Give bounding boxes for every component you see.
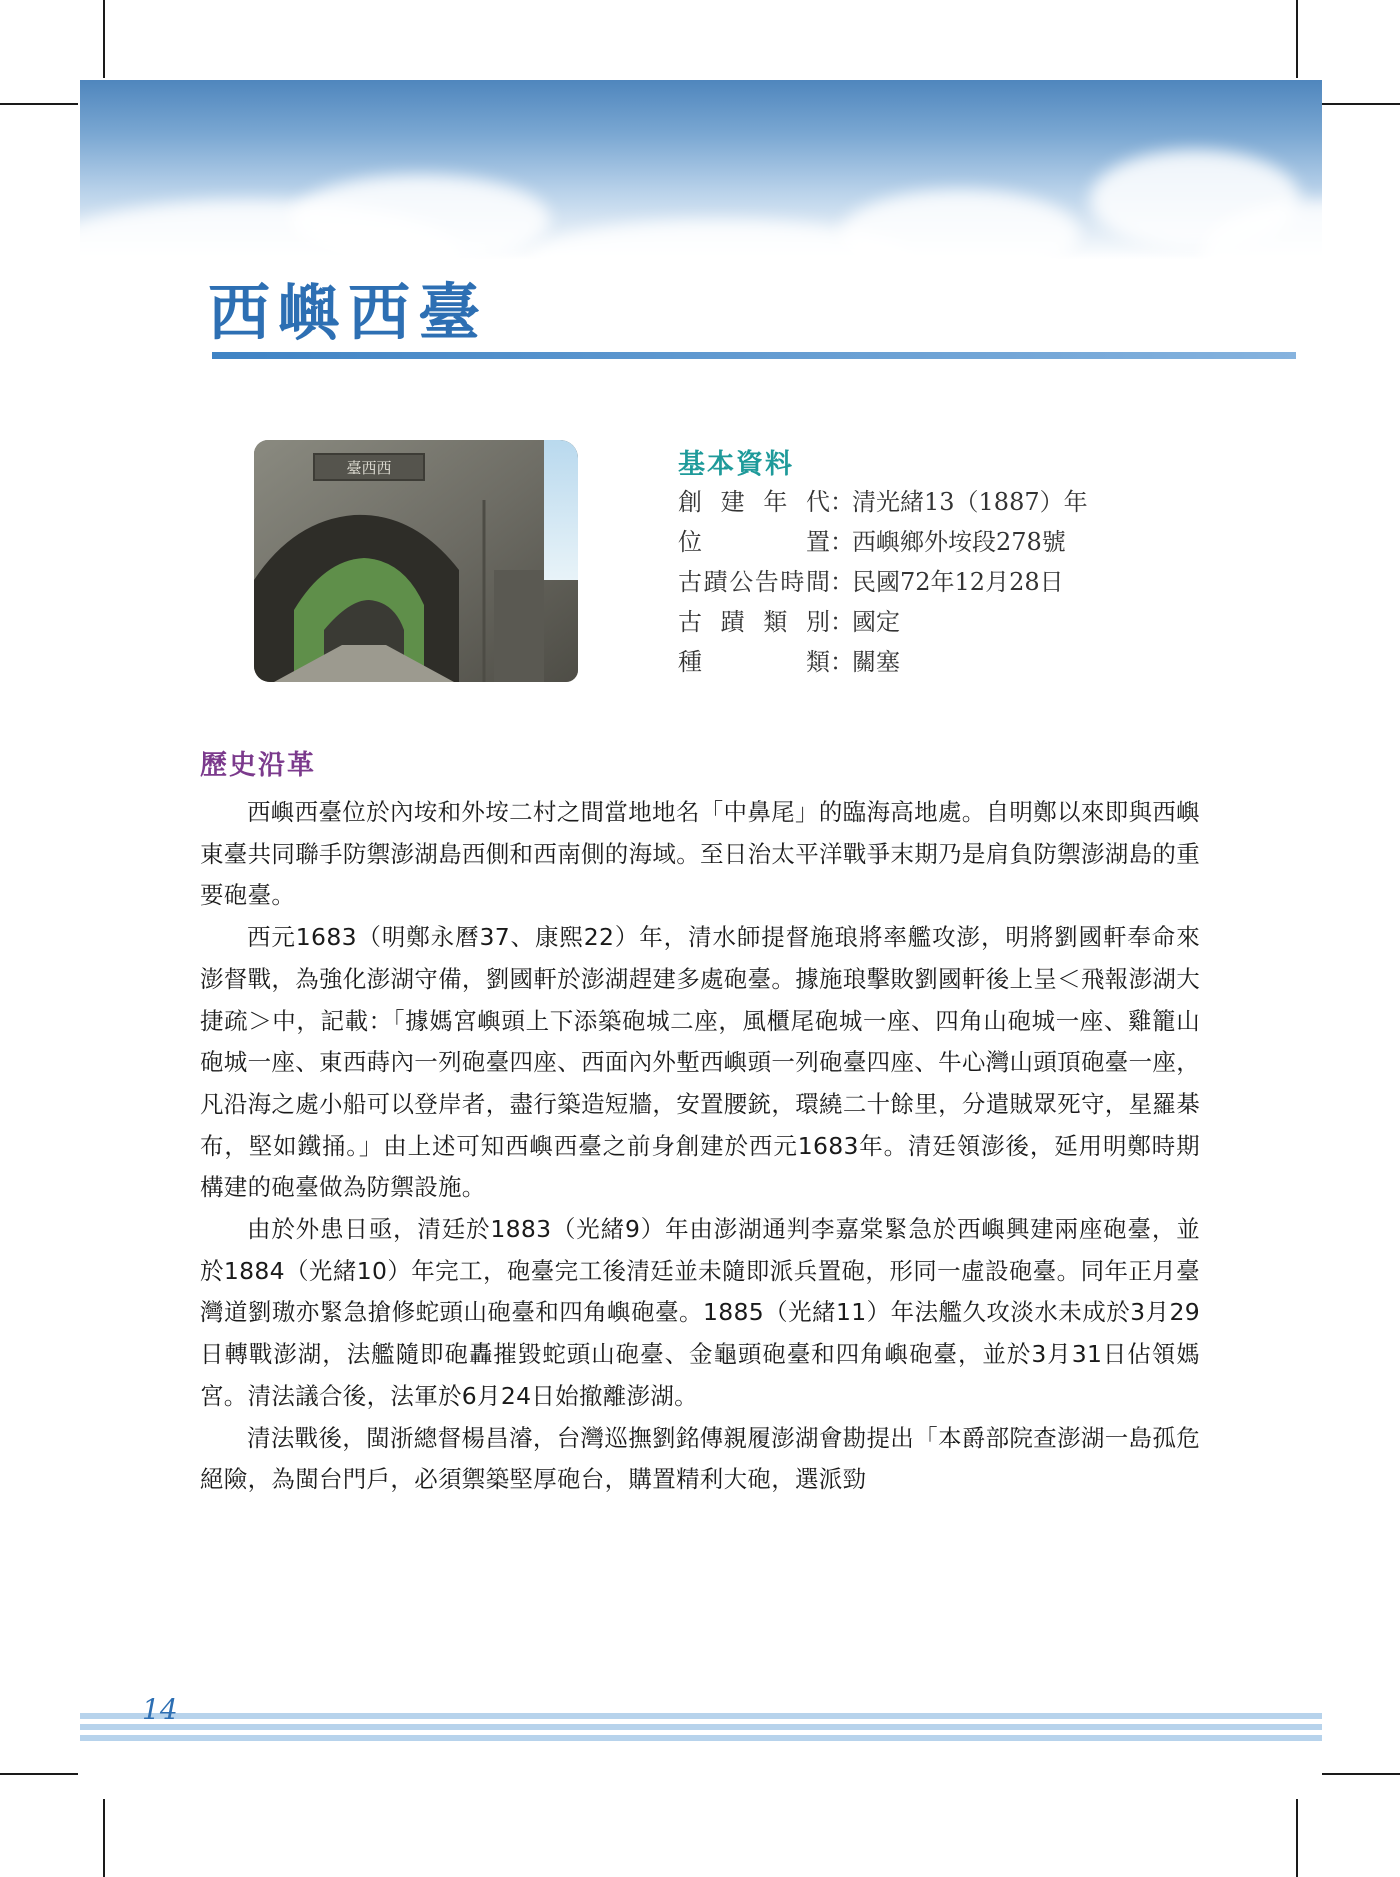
sky-banner: [80, 80, 1322, 260]
page-number: 14: [142, 1693, 178, 1726]
history-body: [200, 792, 1200, 1501]
info-value: 國定: [852, 608, 900, 636]
photo-plaque-text: 臺西西: [346, 459, 392, 477]
info-separator: ：: [830, 608, 854, 636]
info-separator: ：: [830, 528, 854, 556]
history-paragraph: 西嶼西臺位於內垵和外垵二村之間當地地名「中鼻尾」的臨海高地處。自明鄭以來即與西嶼東臺共同聯手防禦澎湖島西側和西南側的海域。至日治太平洋戰爭末期乃是肩負防禦澎湖島的重要砲臺。: [200, 798, 1200, 910]
history-paragraph: 由於外患日亟，清廷於1883（光緒9）年由澎湖通判李嘉棠緊急於西嶼興建兩座砲臺，並於1884（光緒10）年完工，砲臺完工後清廷並未隨即派兵置砲，形同一虛設砲臺。同年正月臺灣道劉璈亦緊急搶修蛇頭山砲臺和四角嶼砲臺。1885（光緒11）年法艦久攻淡水未成於3月29日轉戰澎湖，法艦隨即砲轟摧毀蛇頭山砲臺、金龜頭砲臺和四角嶼砲臺，並於3月31日佔領媽宮。清法議合後，法軍於6月24日始撤離澎湖。: [200, 1215, 1200, 1410]
info-row: [678, 562, 1088, 602]
info-separator: ：: [830, 648, 854, 676]
info-value: 民國72年12月28日: [852, 568, 1064, 596]
info-row: [678, 482, 1088, 522]
info-row: [678, 642, 1088, 682]
page-title: 西嶼西臺: [208, 276, 489, 349]
info-row: [678, 522, 1088, 562]
info-value: 清光緒13（1887）年: [852, 488, 1088, 516]
history-heading: 歷史沿革: [200, 750, 316, 781]
info-row: [678, 602, 1088, 642]
history-paragraph: 西元1683（明鄭永曆37、康熙22）年，清水師提督施琅將率艦攻澎，明將劉國軒奉命來澎督戰，為強化澎湖守備，劉國軒於澎湖趕建多處砲臺。據施琅擊敗劉國軒後上呈＜飛報澎湖大捷疏＞中，記載：「據媽宮嶼頭上下添築砲城二座，風櫃尾砲城一座、四角山砲城一座、雞籠山砲城一座、東西蒔內一列砲臺四座、西面內外塹西嶼頭一列砲臺四座、牛心灣山頭頂砲臺一座，凡沿海之處小船可以登岸者，盡行築造短牆，安置腰銃，環繞二十餘里，分遣賊眾死守，星羅棊布，堅如鐵捅。」由上述可知西嶼西臺之前身創建於西元1683年。清廷領澎後，延用明鄭時期構建的砲臺做為防禦設施。: [200, 923, 1200, 1202]
crop-mark: [1322, 1773, 1400, 1775]
info-separator: ：: [830, 568, 854, 596]
title-underline: [212, 352, 1296, 359]
crop-mark: [0, 1773, 78, 1775]
info-value: 關塞: [852, 648, 900, 676]
info-label: 種類: [678, 648, 830, 676]
history-paragraph: 清法戰後，閩浙總督楊昌濬，台灣巡撫劉銘傳親履澎湖會勘提出「本爵部院查澎湖一島孤危絕險，為閩台門戶，必須禦築堅厚砲台，購置精利大砲，選派勁: [200, 1423, 1200, 1494]
info-label: 古蹟類別: [678, 608, 830, 636]
crop-mark: [103, 1799, 105, 1877]
crop-mark: [0, 103, 78, 105]
footer-bars: [80, 1713, 1322, 1746]
crop-mark: [1296, 0, 1298, 78]
info-label: 位置: [678, 528, 830, 556]
info-label: 創建年代: [678, 488, 830, 516]
fort-gate-photo: [254, 440, 578, 682]
info-label: 古蹟公告時間: [678, 568, 830, 596]
basic-info-list: [678, 482, 1088, 682]
info-separator: ：: [830, 488, 854, 516]
crop-mark: [1322, 103, 1400, 105]
info-value: 西嶼鄉外垵段278號: [852, 528, 1066, 556]
crop-mark: [1296, 1799, 1298, 1877]
crop-mark: [103, 0, 105, 78]
basic-info-heading: 基本資料: [678, 449, 794, 480]
